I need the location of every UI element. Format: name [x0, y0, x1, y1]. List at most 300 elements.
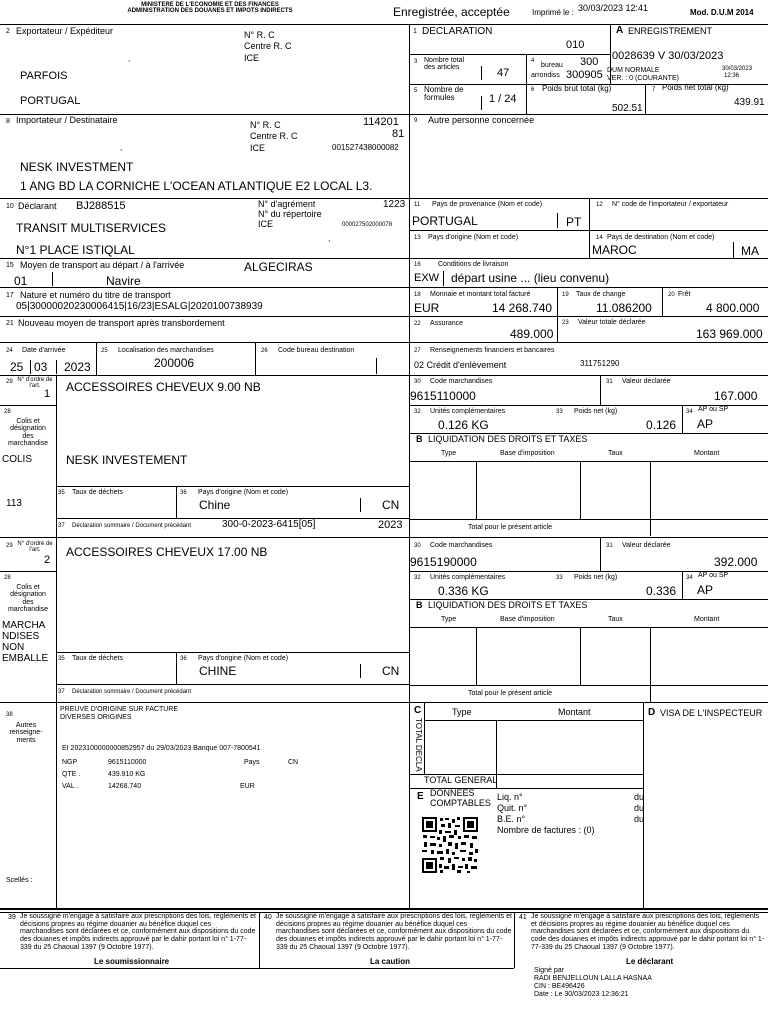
- importer-centre-label: Centre R. C: [250, 131, 298, 141]
- accounting-data-label-1: DONNEES: [430, 788, 475, 798]
- rule: [56, 684, 409, 685]
- goods-code: 9615110000: [410, 389, 476, 403]
- be-du-label: du: [634, 814, 645, 824]
- box-number: 8: [6, 118, 10, 125]
- rule: [580, 461, 581, 519]
- rule: [600, 375, 601, 405]
- ap-sp-label: AP ou SP: [698, 406, 729, 413]
- order-label: N° d'ordre de l'art.: [17, 541, 53, 554]
- article-total-label: Total pour le présent article: [468, 524, 553, 531]
- signed-by-label: Signé par: [534, 967, 564, 974]
- rule: [645, 84, 646, 114]
- rule: [52, 272, 53, 286]
- rule: [255, 342, 256, 375]
- declarant-comma: ,: [328, 234, 331, 243]
- exporter-comma: ,: [128, 54, 131, 63]
- origin-code: CN: [382, 498, 400, 512]
- box-number: 41: [519, 914, 527, 921]
- declared-value: 392.000: [714, 555, 758, 569]
- proof-origin-line-2: DIVERSES ORIGINES: [60, 714, 132, 721]
- rule: [580, 627, 581, 685]
- ap-sp-value: AP: [697, 417, 714, 431]
- insurance-label: Assurance: [430, 320, 464, 327]
- be-number-label: B.E. n°: [497, 814, 526, 824]
- box-number: 28: [4, 575, 11, 581]
- net-weight-label: Poids net total (kg): [662, 83, 729, 92]
- box-number: 2: [6, 28, 10, 35]
- center-divider: [409, 24, 410, 712]
- box-number: 33: [556, 409, 563, 415]
- box-number: 10: [6, 203, 14, 210]
- col-base: Base d'imposition: [500, 616, 555, 623]
- article-total-label: Total pour le présent article: [468, 690, 553, 697]
- net-weight-value: 439.91: [734, 97, 765, 108]
- arrival-year: 2023: [64, 360, 91, 374]
- box-e-letter: E: [417, 791, 424, 802]
- location-label: Localisation des marchandises: [118, 347, 214, 354]
- ngp-value: 9615110000: [108, 759, 147, 766]
- waste-rate-label: Taux de déchets: [72, 655, 123, 662]
- rule: [0, 316, 768, 317]
- qty-value: 439.910 KG: [108, 771, 146, 778]
- box-number: 18: [414, 292, 421, 298]
- box-number: 35: [58, 656, 65, 662]
- quit-number-label: Quit. n°: [497, 803, 528, 813]
- packages-line-4: EMBALLE: [2, 653, 49, 664]
- ngp-label: NGP: [62, 759, 78, 766]
- exporter-label: Exportateur / Expéditeur: [16, 26, 114, 36]
- waste-rate-label: Taux de déchets: [72, 489, 123, 496]
- box-number: 20: [668, 292, 675, 298]
- invoice-amount-label: Monnaie et montant total facturé: [430, 291, 531, 298]
- box-number: 28: [4, 409, 11, 415]
- registration-label: ENREGISTREMENT: [628, 26, 713, 36]
- box-number: 24: [6, 348, 13, 354]
- rule: [0, 287, 768, 288]
- col-taux: Taux: [608, 450, 623, 457]
- delivery-terms-label: Conditions de livraison: [438, 261, 509, 268]
- consignee-mark: NESK INVESTEMENT: [66, 453, 188, 467]
- rule: [589, 198, 590, 230]
- registration-number: 0028639 V 30/03/2023: [612, 50, 724, 62]
- rule: [409, 685, 768, 686]
- registration-time: 12:36: [724, 73, 740, 79]
- packages-line-3: NON: [2, 642, 25, 653]
- col-base: Base d'imposition: [500, 450, 555, 457]
- invoice-currency: EUR: [414, 301, 440, 315]
- box-number: 19: [562, 292, 569, 298]
- col-type: Type: [441, 616, 457, 623]
- declarant-address: N°1 PLACE ISTIQLAL: [16, 243, 135, 257]
- rule: [0, 537, 768, 538]
- rule: [96, 342, 97, 375]
- packages-line-1: COLIS: [2, 454, 33, 465]
- importer-rc-label: N° R. C: [250, 120, 281, 130]
- box-a-letter: A: [616, 25, 624, 36]
- grand-total-label: TOTAL GENERAL: [424, 775, 498, 785]
- gross-weight-value: 502.51: [612, 103, 643, 114]
- provenance-value: PORTUGAL: [412, 214, 478, 228]
- rule: [557, 287, 558, 316]
- origin-value: CHINE: [199, 664, 237, 678]
- liq-number-label: Liq. n°: [497, 792, 523, 802]
- net-weight-label: Poids net (kg): [574, 574, 618, 581]
- box-number: 9: [414, 118, 418, 124]
- importer-name: NESK INVESTMENT: [20, 160, 134, 174]
- rule: [526, 54, 527, 84]
- model-label: Mod. D.U.M 2014: [690, 8, 754, 17]
- caution-label: La caution: [370, 957, 411, 966]
- rule: [56, 486, 409, 487]
- rule: [682, 405, 683, 433]
- delivery-code: EXW: [414, 272, 440, 284]
- col-montant: Montant: [694, 450, 720, 457]
- signature-date: Date : Le 30/03/2023 12:36:21: [534, 991, 629, 998]
- declarant-name: TRANSIT MULTISERVICES: [16, 221, 167, 235]
- rule: [443, 271, 444, 286]
- rule: [526, 84, 527, 114]
- box-c-amount-label: Montant: [558, 707, 591, 717]
- rule: [0, 375, 768, 376]
- country-label: Pays: [244, 759, 260, 766]
- box-number: 11: [414, 202, 421, 208]
- box-number: 21: [6, 320, 14, 327]
- provenance-label: Pays de provenance (Nom et code): [432, 201, 543, 208]
- rule: [650, 627, 651, 685]
- summary-doc-label: Déclaration sommaire / Document précédant: [72, 689, 192, 695]
- rule: [0, 405, 56, 406]
- box-number: 32: [414, 409, 421, 415]
- liquidation-title: LIQUIDATION DES DROITS ET TAXES: [428, 434, 588, 444]
- financial-info-ref: 311751290: [580, 359, 620, 368]
- section-b-letter: B: [416, 600, 423, 610]
- total-declaration-vertical: TOTAL DECLA: [414, 718, 423, 772]
- liq-du-label: du: [634, 792, 645, 802]
- order-label: N° d'ordre de l'art.: [17, 377, 53, 390]
- packages-label: Colis et désignation des marchandise: [7, 584, 49, 614]
- declaration-label: DECLARATION: [422, 26, 493, 37]
- arrival-day: 25: [10, 360, 24, 374]
- insurance-value: 489.000: [510, 327, 554, 341]
- col-taux: Taux: [608, 616, 623, 623]
- box-number: 33: [556, 575, 563, 581]
- qty-label: QTE .: [62, 771, 81, 778]
- rule: [557, 213, 558, 228]
- order-number: 1: [44, 388, 51, 400]
- rule: [409, 461, 768, 462]
- box-number: 36: [180, 656, 187, 662]
- box-number: 30: [414, 543, 421, 549]
- ap-sp-value: AP: [697, 583, 714, 597]
- rule: [360, 498, 361, 512]
- box-number: 37: [58, 523, 65, 529]
- articles-label: Nombre total des articles: [424, 57, 465, 72]
- exporter-country: PORTUGAL: [20, 95, 81, 107]
- invoice-count: Nombre de factures : (0): [497, 825, 595, 835]
- bureau-label: bureau: [541, 62, 563, 69]
- transport-doc-label: Nature et numéro du titre de transport: [20, 290, 171, 300]
- registration-date: 30/03/2023: [722, 66, 753, 72]
- goods-code-label: Code marchandises: [430, 542, 493, 549]
- box-number: 35: [58, 490, 65, 496]
- rule: [409, 702, 410, 908]
- origin-label: Pays d'origine (Nom et code): [198, 655, 289, 662]
- box-number: 22: [414, 321, 421, 327]
- rule: [30, 360, 31, 374]
- declaration-code: 010: [566, 39, 585, 51]
- total-value-label: Valeur totale déclarée: [578, 319, 646, 326]
- importer-rc: 114201: [363, 116, 399, 128]
- registration-version: VER. : 0 (COURANTE): [607, 75, 679, 82]
- rule: [0, 908, 768, 910]
- exporter-name: PARFOIS: [20, 70, 68, 82]
- exporter-rc-label: N° R. C: [244, 30, 275, 40]
- transport-doc-value: 05|30000020230006415|16/23|ESALG|2020100738939: [16, 301, 263, 312]
- col-montant: Montant: [694, 616, 720, 623]
- declared-value-label: Valeur déclarée: [622, 378, 671, 385]
- status-text: Enregistrée, acceptée: [393, 5, 510, 19]
- box-number: 29: [6, 543, 13, 549]
- box-number: 15: [6, 262, 14, 269]
- destination-office-label: Code bureau destination: [278, 347, 355, 354]
- box-number: 12: [596, 202, 603, 208]
- net-weight: 0.336: [646, 584, 677, 598]
- supplementary-units: 0.126 KG: [438, 418, 489, 432]
- origin-country-label: Pays d'origine (Nom et code): [428, 234, 519, 241]
- agrement-value: 1223: [383, 199, 406, 210]
- box-number: 4: [531, 58, 535, 64]
- invoice-amount: 14 268.740: [492, 301, 553, 315]
- box-number: 5: [414, 88, 418, 94]
- destination-value: MAROC: [592, 243, 637, 257]
- exporter-ice-label: ICE: [244, 53, 260, 63]
- transport-place: ALGECIRAS: [244, 260, 313, 274]
- box-number: 16: [414, 262, 421, 268]
- order-number: 2: [44, 554, 51, 566]
- rule: [0, 342, 768, 343]
- box-number: 40: [264, 914, 272, 921]
- rule: [56, 652, 409, 653]
- rule: [650, 519, 651, 536]
- formules-value: 1 / 24: [489, 93, 517, 105]
- declarant-signature-label: Le déclarant: [626, 957, 674, 966]
- packages-label: Colis et désignation des marchandise: [7, 418, 49, 448]
- rule: [56, 375, 57, 405]
- ap-sp-label: AP ou SP: [698, 572, 729, 579]
- importer-ice: 001527438000082: [332, 143, 399, 152]
- declarant-ice-label: ICE: [258, 219, 274, 229]
- rule: [176, 652, 177, 685]
- ei-line: EI 2023100000000852957 du 29/03/2023 Banque 007-7800541: [62, 745, 261, 752]
- rule: [424, 720, 643, 721]
- rule: [481, 66, 482, 80]
- header-rule: [0, 24, 768, 25]
- rule: [476, 627, 477, 685]
- rule: [481, 96, 482, 110]
- box-number: 34: [686, 409, 693, 415]
- engagement-text: Je soussigné m'engage à satisfaire aux prescriptions des lois, règlements et décisions propres au régime douanier au bénéfice duquel ces marchandises sont déclarées et ce, conformément aux dispositions du code des douanes et impôts indirects approuvé par le dahir portant loi n° 1-77-339 du 25 Chaoual 1397 (9 Octobre 1977).: [531, 913, 765, 951]
- engagement-text: Je soussigné m'engage à satisfaire aux prescriptions des lois, règlements et décisions propres au régime douanier au bénéfice duquel ces marchandises sont déclarées et ce, conformément aux dispositions du code des douanes et impôts indirects approuvé par le dahir portant loi n° 1-77-339 du 25 Chaoual 1397 (9 Octobre 1977).: [276, 913, 512, 951]
- arrival-date-label: Date d'arrivée: [22, 347, 66, 354]
- engagement-text: Je soussigné m'engage à satisfaire aux prescriptions des lois, règlements et décisions propres au régime douanier au bénéfice duquel ces marchandises sont déclarées et ce, conformément aux dispositions du code des douanes et impôts indirects approuvé par le dahir portant loi n° 1-77-339 du 25 Chaoual 1397 (9 Octobre 1977).: [20, 913, 256, 951]
- origin-label: Pays d'origine (Nom et code): [198, 489, 289, 496]
- rule: [650, 461, 651, 519]
- rule: [682, 571, 683, 599]
- box-number: 1: [413, 28, 417, 35]
- rule: [514, 912, 515, 968]
- freight-value: 4 800.000: [706, 301, 760, 315]
- rule: [56, 405, 57, 712]
- articles-count: 47: [497, 67, 510, 79]
- soumissionnaire-label: Le soumissionnaire: [94, 957, 170, 966]
- new-transport-label: Nouveau moyen de transport après transbordement: [18, 318, 225, 328]
- box-number: 30: [414, 379, 421, 385]
- accounting-data-label-2: COMPTABLES: [430, 798, 491, 808]
- destination-code: MA: [741, 244, 759, 258]
- box-number: 31: [606, 543, 613, 549]
- box-number: 23: [562, 320, 569, 326]
- rule: [409, 627, 768, 628]
- box-d-letter: D: [648, 707, 656, 718]
- qr-code-image: [421, 816, 479, 874]
- box-number: 17: [6, 292, 14, 299]
- importer-label: Importateur / Destinataire: [16, 115, 118, 125]
- rule: [0, 968, 514, 969]
- bureau-value: 300: [580, 56, 599, 68]
- printed-label: Imprimé le :: [532, 8, 574, 17]
- importer-code-label: N° code de l'importateur / exportateur: [612, 201, 729, 208]
- gross-weight-label: Poids brut total (kg): [542, 84, 612, 93]
- importer-centre: 81: [392, 128, 405, 140]
- goods-description: ACCESSOIRES CHEVEUX 9.00 NB: [66, 380, 261, 394]
- goods-description: ACCESSOIRES CHEVEUX 17.00 NB: [66, 545, 268, 559]
- box-number: 31: [606, 379, 613, 385]
- rule: [409, 519, 768, 520]
- goods-code-label: Code marchandises: [430, 378, 493, 385]
- origin-code: CN: [382, 664, 400, 678]
- supplementary-units-label: Unités complémentaires: [430, 408, 506, 415]
- formules-label: Nombre de formules: [424, 85, 464, 103]
- rule: [0, 258, 768, 259]
- rule: [56, 702, 57, 908]
- exporter-centre-label: Centre R. C: [244, 41, 292, 51]
- supplementary-units: 0.336 KG: [438, 584, 489, 598]
- arrondissement-label: arrondiss: [531, 72, 560, 79]
- box-number: 38: [6, 712, 13, 718]
- packages-code: 113: [6, 498, 22, 509]
- other-info-label: Autres renseigne-ments: [9, 722, 43, 744]
- printed-date: 30/03/2023 12:41: [578, 3, 649, 13]
- liquidation-title: LIQUIDATION DES DROITS ET TAXES: [428, 600, 588, 610]
- packages-line-2: NDISES: [2, 631, 40, 642]
- summary-doc-value: 300-0-2023-6415[05]: [222, 519, 316, 530]
- summary-doc-label: Déclaration sommaire / Document précédant: [72, 523, 192, 529]
- rule: [733, 242, 734, 258]
- origin-value: Chine: [199, 498, 231, 512]
- rule: [0, 702, 768, 703]
- rule: [496, 720, 497, 774]
- financial-info-label: Renseignements financiers et bancaires: [430, 347, 555, 354]
- rule: [424, 702, 425, 774]
- rule: [557, 316, 558, 342]
- box-c-type-label: Type: [452, 707, 472, 717]
- ministry-line-2: ADMINISTRATION DES DOUANES ET IMPOTS INDIRECTS: [127, 8, 293, 14]
- freight-label: Frêt: [678, 291, 691, 298]
- rule: [176, 486, 177, 519]
- rule: [409, 54, 610, 55]
- financial-info-value: 02 Crédit d'enlèvement: [414, 360, 507, 370]
- box-number: 39: [8, 914, 16, 921]
- rule: [376, 358, 377, 374]
- net-weight-label: Poids net (kg): [574, 408, 618, 415]
- rule: [259, 912, 260, 968]
- location-value: 200006: [154, 356, 195, 370]
- inspector-visa-label: VISA DE L'INSPECTEUR: [660, 708, 763, 718]
- importer-ice-label: ICE: [250, 143, 266, 153]
- quit-du-label: du: [634, 803, 645, 813]
- box-number: 7: [652, 87, 656, 93]
- declarant-code: BJ288515: [76, 200, 126, 212]
- exchange-rate-value: 11.086200: [596, 301, 652, 315]
- proof-origin-line-1: PREUVE D'ORIGINE SUR FACTURE: [60, 706, 179, 713]
- box-number: 34: [686, 575, 693, 581]
- box-number: 27: [414, 348, 421, 354]
- rule: [476, 461, 477, 519]
- declarant-ice: 000027502000078: [342, 222, 393, 228]
- arrondissement-value: 300905: [566, 69, 603, 81]
- arrival-month: 03: [34, 360, 48, 374]
- rule: [600, 537, 601, 571]
- agrement-label: N° d'agrément: [258, 199, 316, 209]
- exchange-rate-label: Taux de change: [576, 291, 626, 298]
- transport-label: Moyen de transport au départ / à l'arrivée: [20, 260, 185, 270]
- box-number: 13: [414, 235, 421, 241]
- rule: [56, 360, 57, 374]
- other-party-label: Autre personne concernée: [428, 115, 535, 125]
- packages-line-1: MARCHA: [2, 620, 46, 631]
- repertoire-label: N° du répertoire: [258, 209, 322, 219]
- section-b-letter: B: [416, 434, 423, 444]
- importer-address: 1 ANG BD LA CORNICHE L'OCEAN ATLANTIQUE E2 LOCAL L3.: [20, 179, 373, 193]
- box-number: 36: [180, 490, 187, 496]
- rule: [360, 664, 361, 678]
- summary-doc-year: 2023: [378, 519, 403, 531]
- declarant-label: Déclarant: [18, 201, 57, 211]
- registration-type: DUM NORMALE: [607, 67, 660, 74]
- val-currency: EUR: [240, 783, 255, 790]
- supplementary-units-label: Unités complémentaires: [430, 574, 506, 581]
- importer-comma: ,: [120, 143, 123, 152]
- declared-value: 167.000: [714, 389, 758, 403]
- rule: [0, 571, 56, 572]
- delivery-terms: départ usine ... (lieu convenu): [451, 271, 610, 285]
- signer-name: RADI BENJELLOUN LALLA HASNAA: [534, 975, 652, 982]
- box-number: 26: [261, 348, 268, 354]
- signer-cin: CIN : BE496426: [534, 983, 585, 990]
- rule: [496, 774, 497, 788]
- ministry-line-1: MINISTERE DE L'ECONOMIE ET DES FINANCES: [141, 2, 279, 8]
- transport-mode: Navire: [106, 274, 141, 288]
- destination-label: Pays de destination (Nom et code): [607, 234, 715, 241]
- declared-value-label: Valeur déclarée: [622, 542, 671, 549]
- goods-code: 9615190000: [410, 555, 477, 569]
- box-number: 29: [6, 379, 13, 385]
- box-number: 32: [414, 575, 421, 581]
- box-number: 6: [531, 87, 535, 93]
- provenance-code: PT: [566, 215, 582, 229]
- rule: [589, 230, 590, 258]
- val-value: 14268.740: [108, 783, 142, 790]
